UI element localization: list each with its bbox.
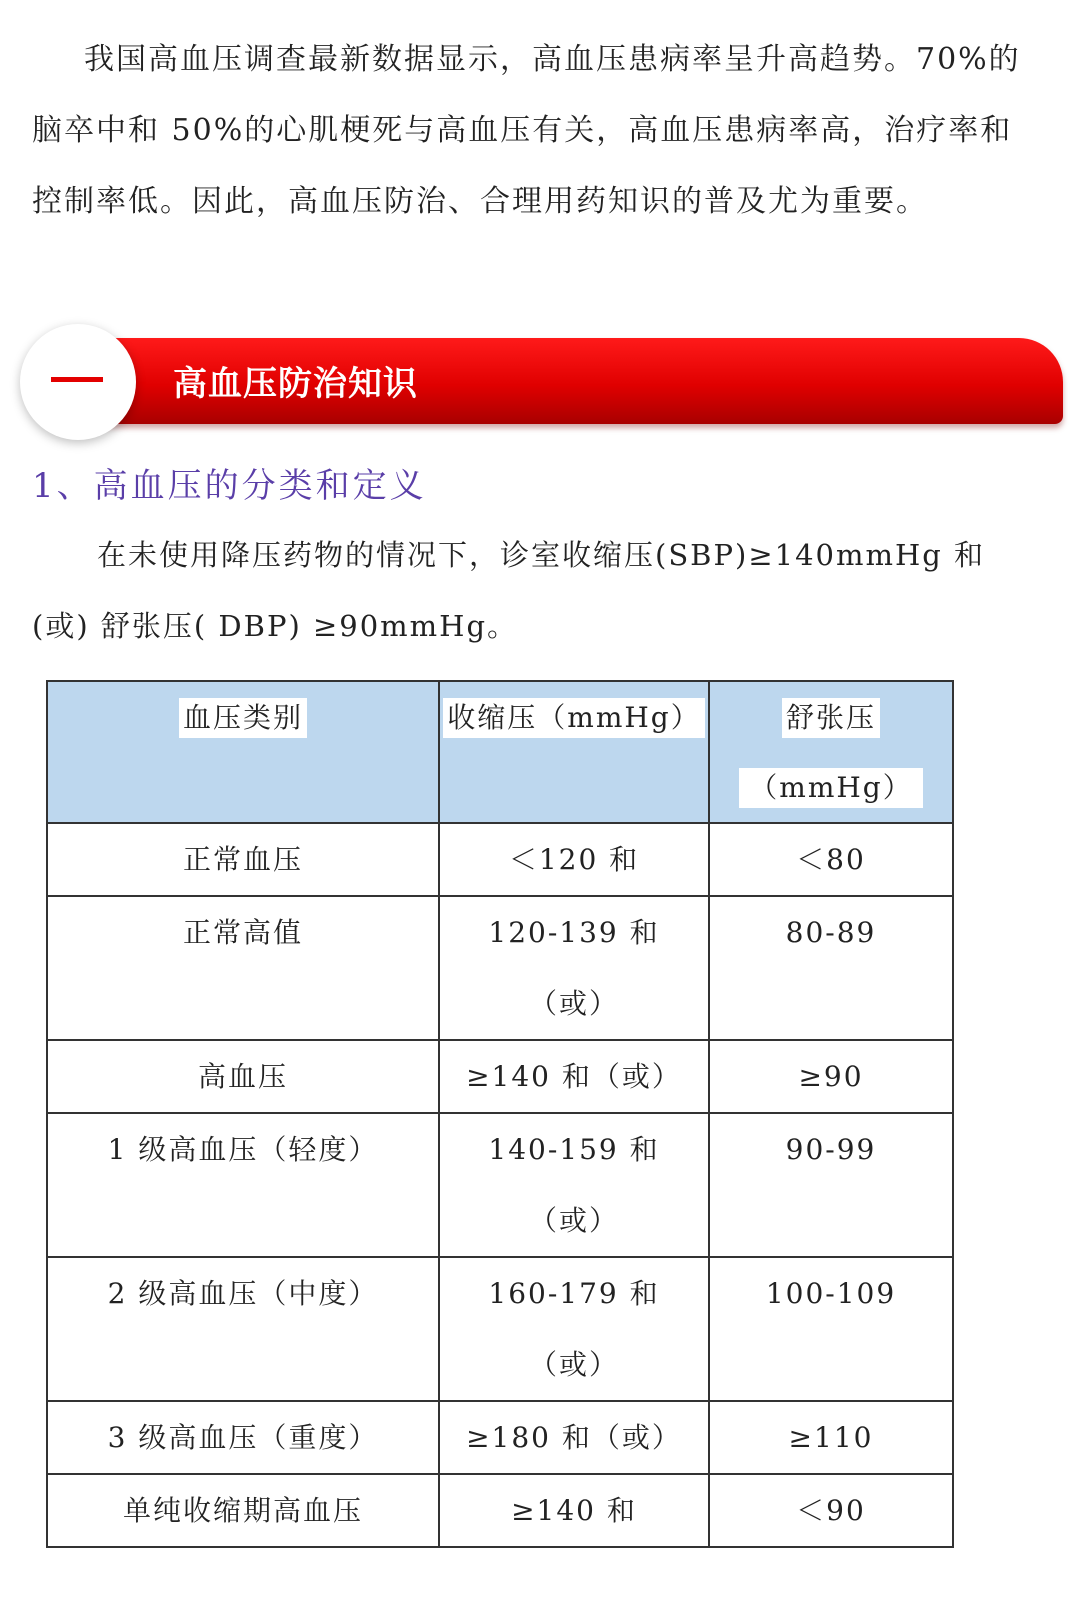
cell-category: [47, 1474, 439, 1547]
section-number: [51, 377, 103, 382]
cell-diastolic: [709, 1257, 953, 1401]
cell-category-text: 正常高值: [182, 916, 303, 949]
cell-systolic-text: ≥140 和: [511, 1494, 637, 1527]
cell-diastolic: [709, 1401, 953, 1474]
cell-diastolic-text: ＜90: [796, 1494, 866, 1527]
table-row: [47, 1474, 953, 1547]
header-diastolic-label: 舒张压: [782, 698, 880, 738]
cell-systolic-text: ≥180 和（或）: [466, 1421, 682, 1454]
cell-diastolic: [709, 1113, 953, 1257]
table-row: [47, 1040, 953, 1113]
cell-systolic-text: （或）: [528, 1204, 619, 1237]
cell-systolic: [439, 1113, 709, 1257]
cell-category-text: 正常血压: [182, 843, 303, 876]
cell-diastolic-text: 100-109: [765, 1277, 897, 1310]
cell-diastolic-text: 80-89: [785, 916, 877, 949]
cell-systolic: [439, 1401, 709, 1474]
table-row: [47, 1257, 953, 1401]
cell-category: [47, 1113, 439, 1257]
cell-systolic-text: ≥140 和（或）: [466, 1060, 682, 1093]
subsection-heading: 1、高血压的分类和定义: [32, 466, 427, 506]
blood-pressure-table: [46, 680, 954, 1548]
cell-category: [47, 896, 439, 1040]
header-diastolic-unit: （mmHg）: [739, 768, 922, 808]
cell-systolic: [439, 1040, 709, 1113]
cell-category: [47, 823, 439, 896]
header-category: [47, 681, 439, 823]
section-number-badge: [20, 324, 136, 440]
cell-category: [47, 1401, 439, 1474]
cell-diastolic: [709, 823, 953, 896]
header-diastolic: [709, 681, 953, 823]
cell-category-text: 1 级高血压（轻度）: [107, 1133, 379, 1166]
table-row: [47, 896, 953, 1040]
cell-diastolic-text: 90-99: [785, 1133, 877, 1166]
cell-diastolic-text: ≥110: [788, 1421, 874, 1454]
cell-diastolic: [709, 896, 953, 1040]
cell-category: [47, 1040, 439, 1113]
table-row: [47, 1113, 953, 1257]
cell-category-text: 3 级高血压（重度）: [107, 1421, 379, 1454]
cell-systolic-text: 120-139 和: [488, 916, 660, 949]
cell-diastolic-text: ≥90: [798, 1060, 864, 1093]
cell-category-text: 高血压: [197, 1060, 288, 1093]
table-row: [47, 823, 953, 896]
intro-paragraph: 我国高血压调查最新数据显示，高血压患病率呈升高趋势。70%的脑卒中和 50%的心肌梗死与高血压有关，高血压患病率高，治疗率和控制率低。因此，高血压防治、合理用药知识的普及尤为重要。: [32, 42, 1021, 219]
cell-diastolic: [709, 1474, 953, 1547]
header-systolic: [439, 681, 709, 823]
cell-diastolic-text: ＜80: [796, 843, 866, 876]
header-category-label: 血压类别: [179, 698, 307, 738]
cell-systolic-text: （或）: [528, 987, 619, 1020]
cell-systolic: [439, 1474, 709, 1547]
cell-systolic-text: 140-159 和: [488, 1133, 660, 1166]
cell-systolic: [439, 1257, 709, 1401]
section-banner: [18, 320, 1063, 444]
section-title: 高血压防治知识: [173, 364, 418, 404]
cell-systolic: [439, 896, 709, 1040]
cell-category-text: 2 级高血压（中度）: [107, 1277, 379, 1310]
cell-systolic: [439, 823, 709, 896]
cell-systolic-text: ＜120 和: [508, 843, 640, 876]
table-header-row: [47, 681, 953, 823]
table-row: [47, 1401, 953, 1474]
header-systolic-label: 收缩压（mmHg）: [443, 698, 704, 738]
definition-paragraph: 在未使用降压药物的情况下，诊室收缩压(SBP)≥140mmHg 和(或) 舒张压( DBP) ≥90mmHg。: [32, 538, 986, 643]
cell-diastolic: [709, 1040, 953, 1113]
cell-systolic-text: 160-179 和: [488, 1277, 660, 1310]
cell-systolic-text: （或）: [528, 1348, 619, 1381]
cell-category: [47, 1257, 439, 1401]
cell-category-text: 单纯收缩期高血压: [122, 1494, 363, 1527]
